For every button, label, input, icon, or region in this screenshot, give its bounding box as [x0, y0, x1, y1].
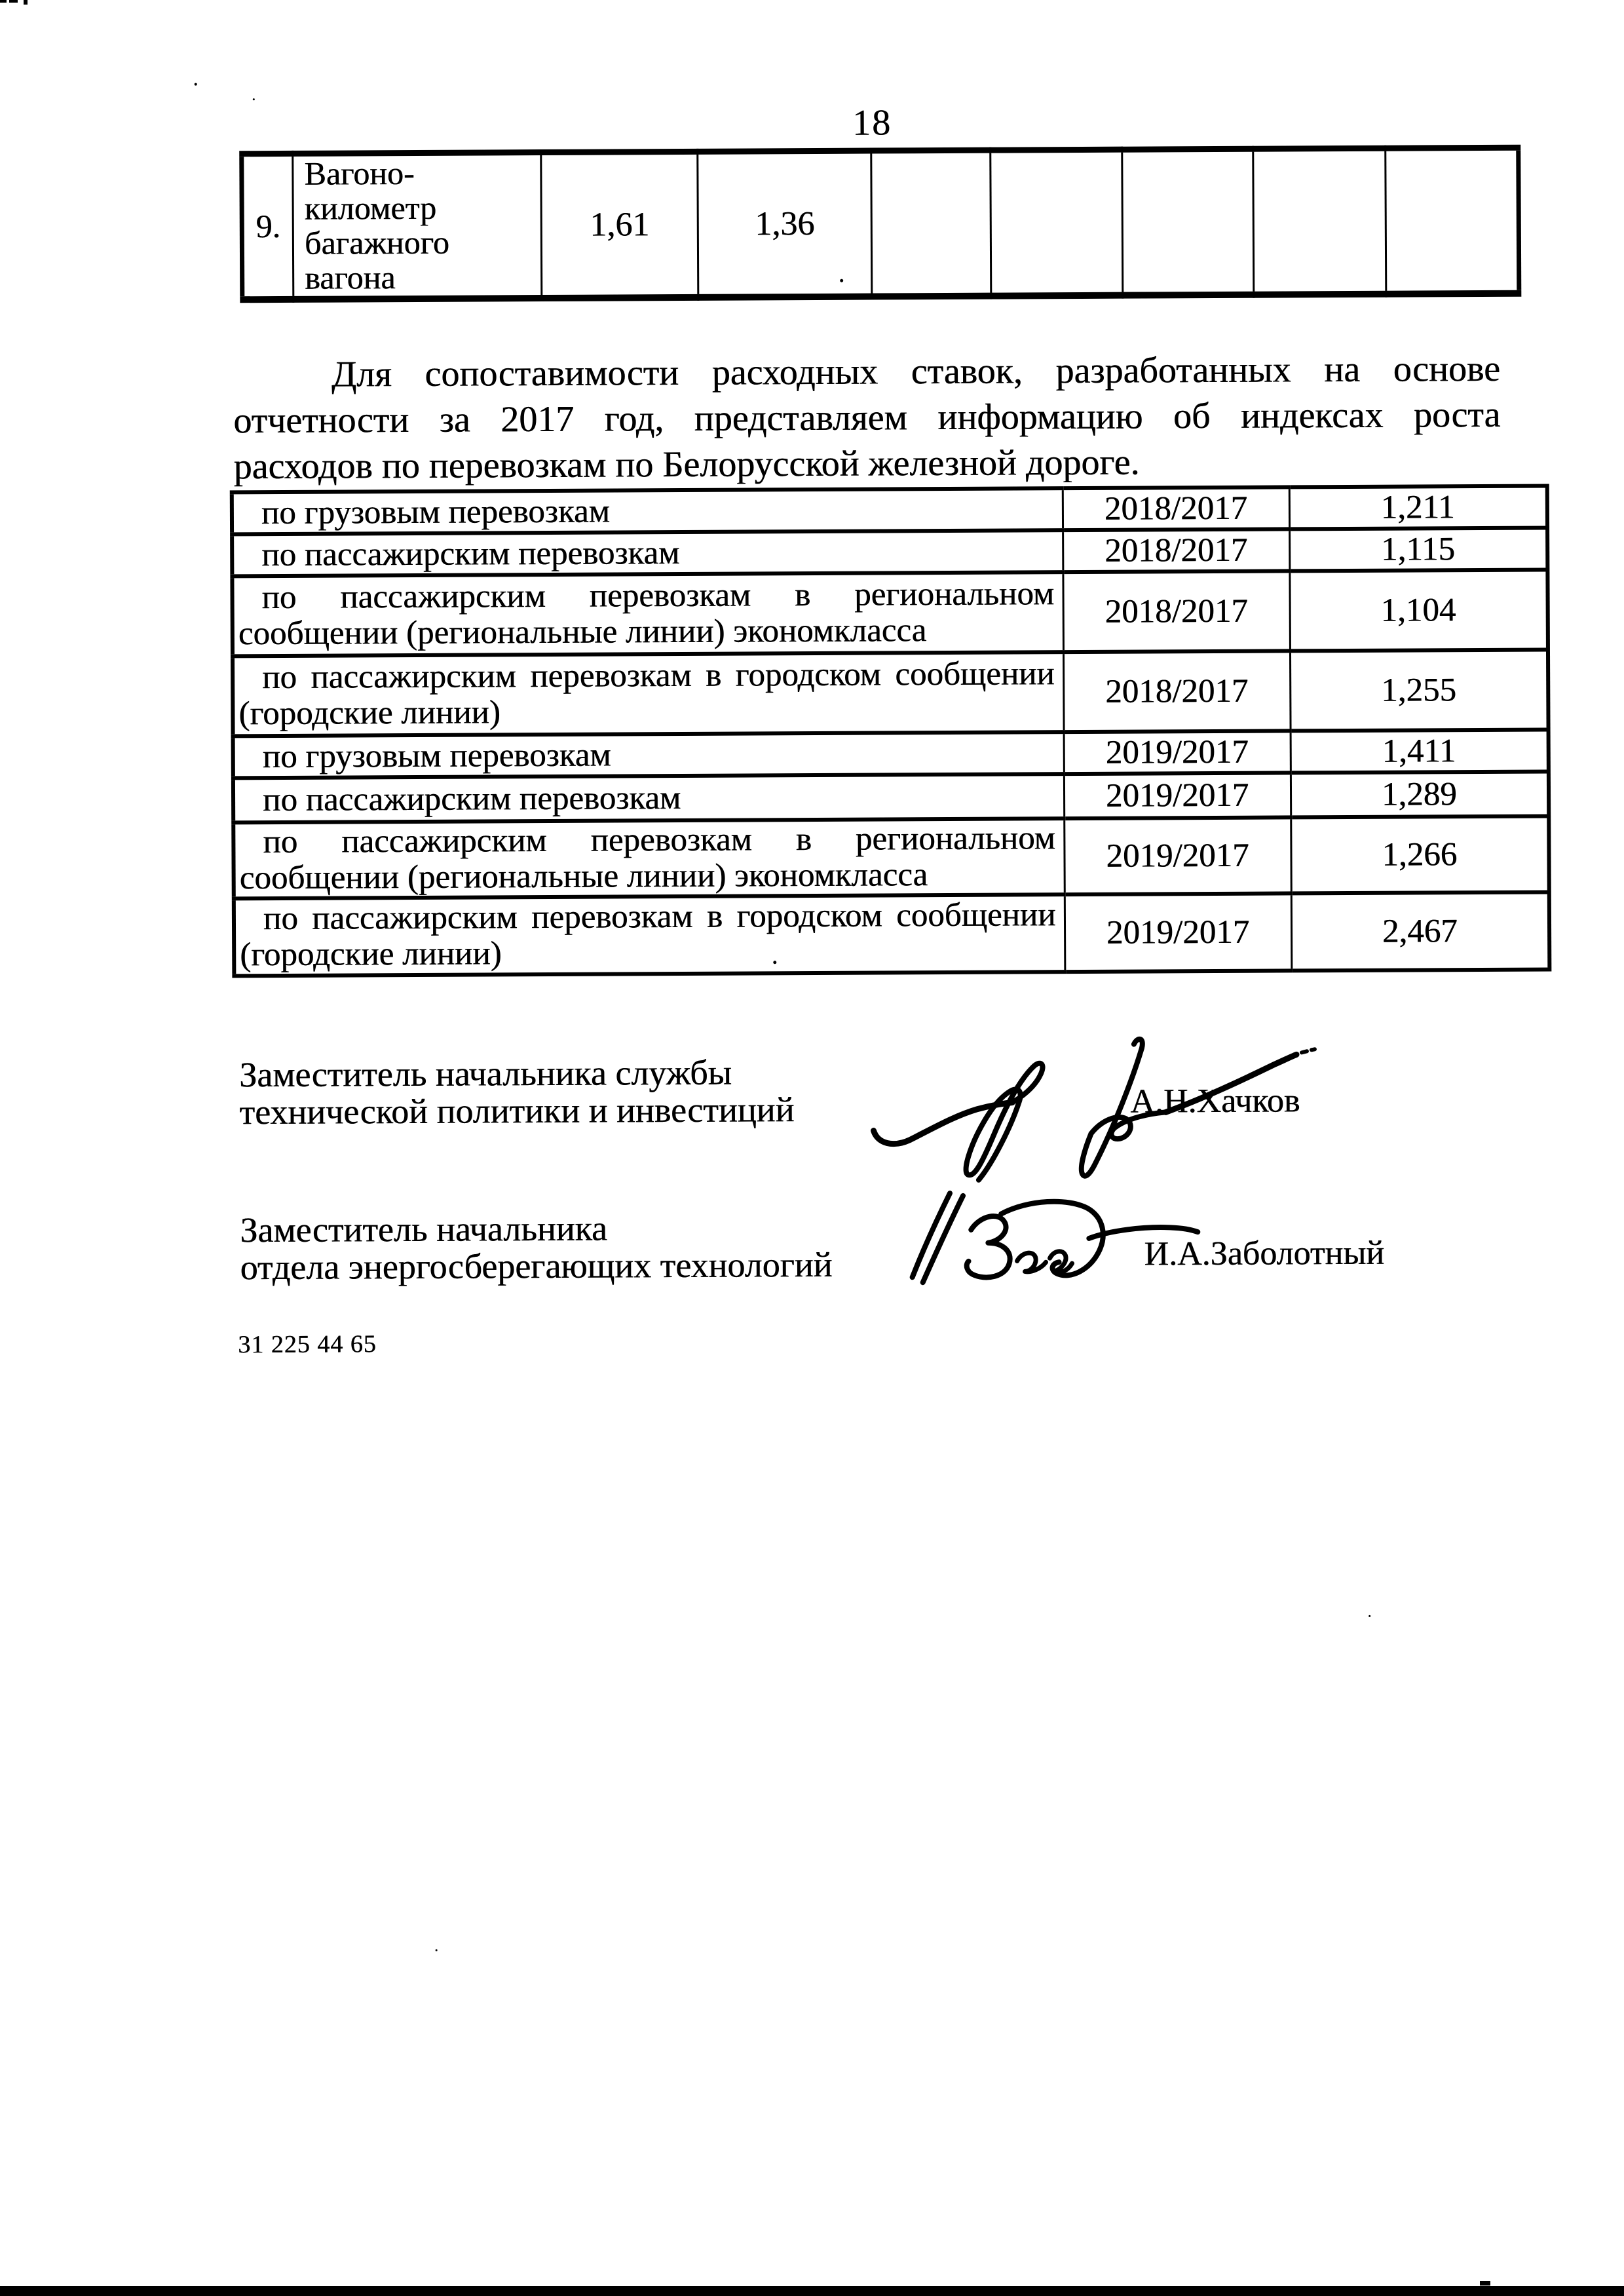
paragraph-line: Для сопоставимости расходных ставок, разработанных на основе	[331, 348, 1501, 395]
scan-edge-mark	[24, 0, 28, 5]
empty-cell	[1253, 148, 1386, 294]
index-cell: 1,289	[1291, 772, 1549, 818]
table-row	[242, 147, 1519, 299]
scan-speck	[840, 279, 843, 282]
category-text: по пассажирским перевозкам в городском сообщении	[262, 655, 1055, 697]
signer2-name: И.А.Заболотный	[1144, 1234, 1385, 1273]
category-cell	[233, 652, 1064, 736]
scanner-edge-bar	[0, 2286, 1624, 2296]
category-text: по пассажирским перевозкам в региональном	[263, 820, 1056, 861]
scan-speck	[253, 98, 255, 100]
table-row	[232, 570, 1548, 657]
category-cell	[233, 818, 1065, 898]
index-cell: 1,266	[1291, 816, 1549, 894]
signer2-title	[240, 1209, 832, 1286]
period-cell: 2019/2017	[1064, 773, 1291, 818]
signer1-title-line: Заместитель начальника службы	[238, 1052, 732, 1095]
period-cell: 2019/2017	[1065, 893, 1292, 972]
index-cell: 2,467	[1291, 892, 1550, 971]
scan-edge-mark	[9, 0, 18, 3]
category-cell	[233, 774, 1064, 822]
expense-rates-table	[239, 145, 1521, 303]
category-text: сообщении (региональные линии) экономкласса	[238, 612, 927, 653]
scan-speck	[436, 1949, 438, 1951]
table-row	[233, 816, 1549, 899]
row-label-line: багажного	[304, 223, 449, 262]
row-label-line: Вагоно-	[304, 155, 415, 193]
signer2-title-line: отдела энергосберегающих технологий	[240, 1244, 833, 1288]
category-text: по пассажирским перевозкам	[262, 779, 681, 818]
index-cell: 1,411	[1291, 730, 1549, 773]
row-number-cell: 9.	[242, 153, 293, 299]
empty-cell	[1386, 147, 1519, 294]
signer1-title-line: технической политики и инвестиций	[239, 1090, 795, 1132]
table-row	[233, 650, 1549, 737]
category-text: по грузовым перевозкам	[261, 493, 610, 531]
scan-edge-mark	[0, 0, 7, 3]
category-text: сообщении (региональные линии) экономкласса	[239, 856, 928, 897]
table-row	[232, 528, 1547, 577]
row-label-cell	[293, 153, 542, 299]
table-row	[233, 772, 1549, 823]
category-text: по пассажирским перевозкам в городском сообщении	[263, 896, 1056, 938]
scan-speck	[773, 961, 776, 964]
period-cell: 2018/2017	[1063, 651, 1291, 732]
period-cell: 2019/2017	[1064, 731, 1291, 774]
table-row	[234, 892, 1550, 976]
period-cell: 2018/2017	[1063, 529, 1289, 572]
period-cell: 2019/2017	[1064, 817, 1291, 894]
empty-cell	[991, 149, 1123, 296]
category-cell	[232, 488, 1063, 534]
index-cell: 1,115	[1289, 528, 1547, 571]
category-text: по грузовым перевозкам	[262, 737, 611, 775]
scan-edge-mark	[1480, 2281, 1490, 2286]
value-cell: 1,36	[698, 151, 872, 297]
index-cell: 1,211	[1289, 486, 1547, 529]
page-number: 18	[852, 102, 892, 144]
category-text: (городские линии)	[238, 694, 500, 733]
period-cell: 2018/2017	[1063, 487, 1289, 530]
category-text: (городские линии)	[240, 935, 502, 974]
index-cell: 1,255	[1290, 650, 1549, 731]
row-label-line: километр	[304, 189, 437, 227]
category-cell	[232, 572, 1063, 656]
scan-speck	[1369, 1615, 1370, 1617]
category-text: по пассажирским перевозкам в региональном	[261, 575, 1055, 617]
table-row	[232, 486, 1547, 535]
paragraph-line: расходов по перевозкам по Белорусской железной дороге.	[233, 442, 1140, 488]
empty-cell	[1122, 149, 1254, 295]
scan-speck	[195, 83, 197, 86]
category-text: по пассажирским перевозкам	[261, 534, 680, 573]
growth-indices-table	[230, 484, 1552, 978]
intro-paragraph	[233, 346, 1501, 489]
signature1-handwriting	[854, 1031, 1319, 1187]
value-cell: 1,61	[541, 151, 698, 297]
category-cell	[233, 732, 1064, 778]
contact-phone: 31 225 44 65	[238, 1330, 377, 1359]
signer1-name: А.Н.Хачков	[1130, 1082, 1300, 1120]
index-cell: 1,104	[1289, 570, 1548, 651]
signer2-title-line: Заместитель начальника	[240, 1208, 608, 1250]
category-cell	[232, 530, 1063, 576]
table-row	[233, 730, 1549, 778]
signature2-handwriting	[892, 1176, 1220, 1292]
category-cell	[234, 894, 1065, 976]
row-label-line: вагона	[305, 259, 396, 297]
signer1-title	[239, 1054, 795, 1131]
paragraph-line: отчетности за 2017 год, представляем информацию об индексах роста	[233, 394, 1501, 442]
empty-cell	[871, 150, 991, 296]
period-cell: 2018/2017	[1063, 571, 1290, 652]
